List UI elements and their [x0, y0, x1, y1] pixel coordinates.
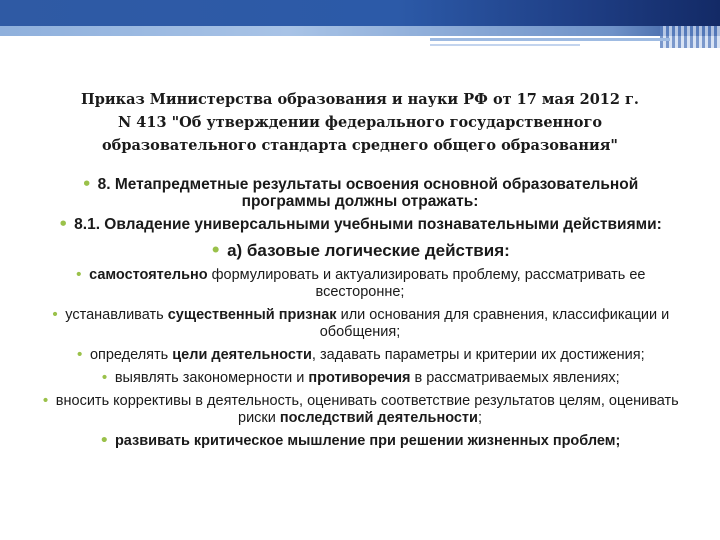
- list-item-text: вносить коррективы в деятельность, оценивать соответствие результатов целям, оценивать риски: [55, 393, 679, 426]
- header-accent-line: [430, 38, 670, 41]
- list-item-text: устанавливать: [65, 307, 168, 323]
- list-item-emphasis: противоречия: [308, 370, 411, 386]
- list-item-text: 8.1. Овладение универсальными учебными познавательными действиями:: [74, 216, 662, 233]
- bullet-icon: •: [74, 267, 84, 283]
- slide-heading: [0, 88, 720, 157]
- bullet-icon: •: [41, 393, 50, 409]
- list-item-text: развивать критическое мышление при решении жизненных проблем;: [114, 433, 621, 449]
- list-item-text: в рассматриваемых явлениях;: [410, 370, 620, 386]
- bullet-icon: •: [75, 347, 84, 363]
- bullet-icon: •: [58, 215, 69, 233]
- bullet-list: [40, 176, 680, 450]
- list-item-text: формулировать и актуализировать проблему, рассматривать ее всесторонне;: [207, 267, 646, 300]
- list-item-text: а) базовые логические действия:: [227, 241, 510, 260]
- list-item-text: , задавать параметры и критерии их достижения;: [311, 347, 645, 363]
- list-item: [40, 176, 680, 210]
- list-item: [40, 267, 680, 301]
- list-item-text: ;: [477, 410, 482, 426]
- list-item: [40, 216, 680, 233]
- bullet-icon: •: [100, 370, 109, 386]
- bullet-icon: •: [50, 307, 60, 323]
- heading-line-1: Приказ Министерства образования и науки РФ от 17 мая 2012 г.: [81, 91, 639, 108]
- list-item-text: или основания для сравнения, классификации и обобщения;: [319, 307, 670, 340]
- header-band-main: [0, 0, 720, 26]
- heading-line-3: образовательного стандарта среднего общего образования": [102, 137, 618, 154]
- list-item-emphasis: существенный признак: [167, 307, 337, 323]
- header-accent-line-2: [430, 44, 580, 46]
- list-item-text: выявлять закономерности и: [114, 370, 309, 386]
- list-item-emphasis: последствий деятельности: [279, 410, 478, 426]
- list-item-emphasis: самостоятельно: [89, 267, 208, 283]
- list-item-emphasis: цели деятельности: [172, 347, 312, 363]
- list-item: [40, 241, 680, 261]
- list-item: [40, 393, 680, 427]
- heading-line-2: N 413 "Об утверждении федерального государственного: [117, 114, 603, 131]
- bullet-icon: •: [210, 241, 222, 261]
- list-item: [40, 307, 680, 341]
- list-item: [40, 370, 680, 387]
- bullet-icon: •: [81, 175, 92, 193]
- header-band-stripes: [660, 26, 720, 48]
- list-item: [40, 433, 680, 450]
- list-item: [40, 347, 680, 364]
- header-band: [0, 0, 720, 48]
- header-band-light: [0, 26, 720, 36]
- list-item-text: 8. Метапредметные результаты освоения основной образовательной программы должны отражать:: [97, 176, 639, 210]
- list-item-text: определять: [89, 347, 173, 363]
- bullet-icon: •: [99, 433, 109, 449]
